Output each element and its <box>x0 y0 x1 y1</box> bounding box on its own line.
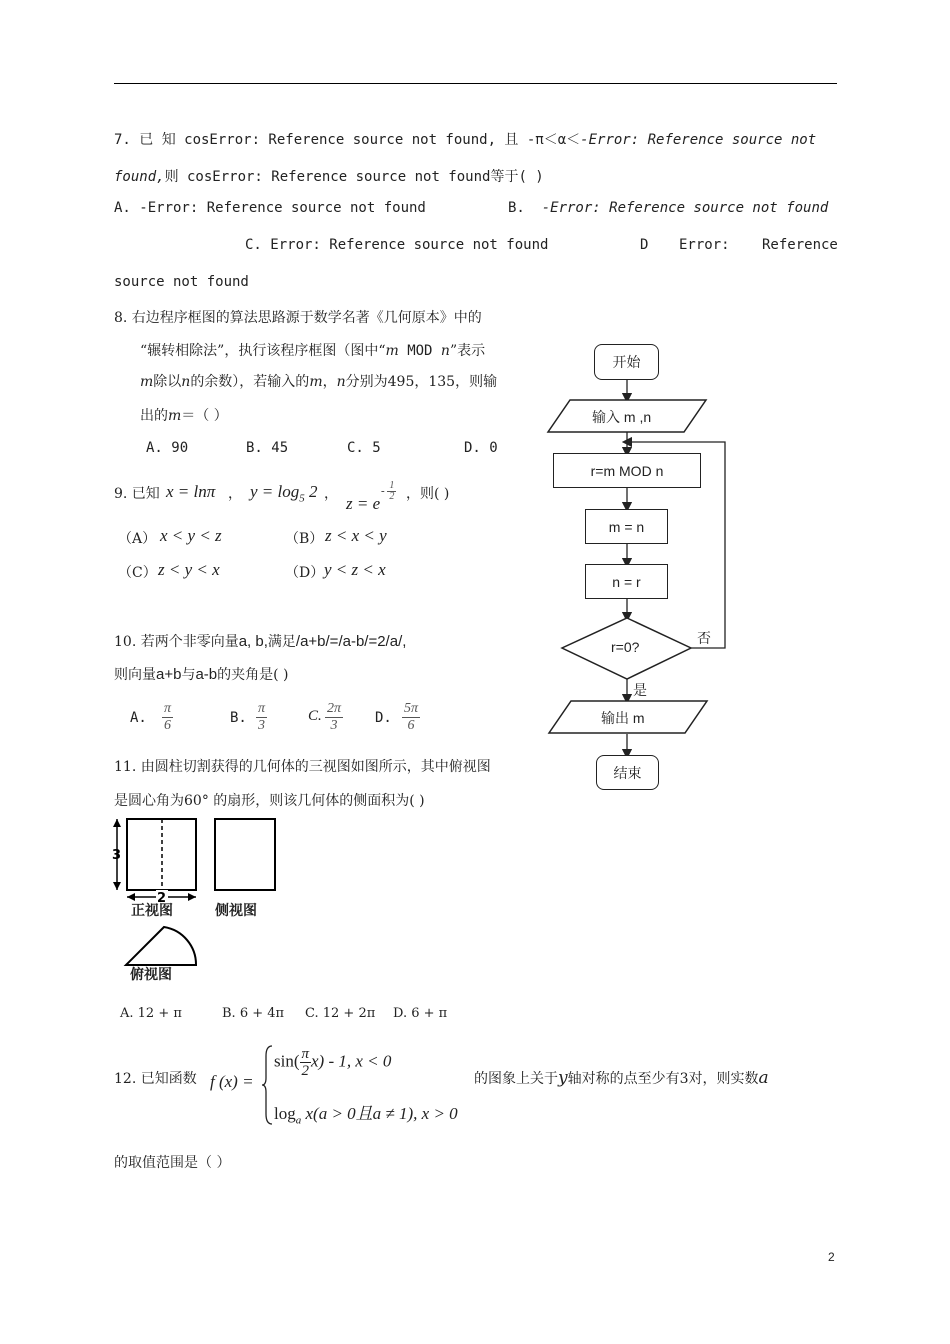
q9-y-tail: 2 <box>304 482 318 501</box>
q8-option-c: C. 5 <box>347 440 381 456</box>
q9-option-a-label: （A） <box>118 531 157 547</box>
q7-option-b <box>508 200 828 216</box>
q12-case2 <box>274 1099 458 1126</box>
q8-line3-text-d: 分别为495，135，则输 <box>345 374 498 390</box>
q8-line1: 8. 右边程序框图的算法思路源于数学名著《几何原本》中的 <box>114 310 482 326</box>
q10-line2 <box>114 664 289 684</box>
q8-var-m: m <box>385 343 399 359</box>
q12-case1-sin: sin( <box>274 1051 300 1071</box>
side-view-label: 侧视图 <box>215 903 257 919</box>
q10-condition: /a+b/=/a-b/=2/a/, <box>295 633 407 650</box>
q8-option-b: B. 45 <box>246 440 289 456</box>
q9-suffix: ，则( ) <box>406 486 450 502</box>
height-arrow-top <box>113 819 121 827</box>
q8-option-a: A. 90 <box>146 440 189 456</box>
q9-z-exponent <box>381 481 396 502</box>
flow-output-label: 输出 m <box>601 710 645 726</box>
q9-z-sign: - <box>381 485 385 498</box>
q12-middle-text-a: 的图象上关于 <box>474 1071 558 1087</box>
q8-line3-var-n2: n <box>336 374 346 390</box>
q9-z-den: 2 <box>389 491 395 502</box>
q8-line2-text: “辗转相除法”，执行该程序框图（图中“ <box>140 343 386 359</box>
q11-option-c: C. 12 + 2π <box>305 1006 376 1021</box>
q8-line4-text: 出的 <box>140 408 168 424</box>
flow-mod-step: r=m MOD n <box>553 453 701 488</box>
q9-y-expr <box>250 482 318 504</box>
q8-line4-tail: ＝（ ） <box>181 408 228 424</box>
q9-z-frac <box>387 481 396 502</box>
q8-line3-text-a: 除以 <box>153 374 182 390</box>
q7-line1-text: 7. 已 知 cosError: Reference source not found, 且 -π＜α＜ <box>114 132 581 148</box>
top-view-sector <box>126 927 196 965</box>
height-arrow-bottom <box>113 882 121 890</box>
header-rule <box>114 83 837 84</box>
q9-y-sub: 5 <box>299 492 305 505</box>
q10-option-b <box>256 701 267 734</box>
q10-option-a-frac <box>162 701 173 734</box>
q12-case1-frac <box>300 1046 312 1079</box>
side-view-rect <box>215 819 275 890</box>
q10-line2-tail: 的夹角是( ) <box>217 667 289 683</box>
flow-assign-n: n = r <box>585 564 668 599</box>
q10-option-d-num: 5π <box>404 701 419 716</box>
q10-option-c <box>325 701 343 734</box>
q10-option-d <box>402 701 420 734</box>
q11-option-b: B. 6 + 4π <box>222 1006 285 1021</box>
q7-line2-italic: found, <box>114 169 165 185</box>
q10-option-a-den: 6 <box>164 718 171 733</box>
q7-line1-italic: -Error: Reference source not <box>580 132 817 148</box>
q7-line2-text: 则 cosError: Reference source not found等于( ) <box>164 169 544 185</box>
q10-line1 <box>114 631 406 651</box>
q11-line1: 11. 由圆柱切割获得的几何体的三视图如图所示，其中俯视图 <box>114 759 491 775</box>
q8-option-d: D. 0 <box>464 440 498 456</box>
q10-option-b-den: 3 <box>258 718 265 733</box>
q10-option-c-label: C. <box>308 708 322 724</box>
q8-var-n: n <box>440 343 450 359</box>
flow-decision-label: r=0? <box>611 639 640 655</box>
q9-x-expr: x = lnπ <box>166 482 216 501</box>
q7-line2 <box>114 166 544 186</box>
page-number: 2 <box>828 1250 835 1264</box>
width-label: 2 <box>157 891 167 906</box>
q10-option-d-frac <box>402 701 420 734</box>
q8-line3-var-m: m <box>140 374 154 390</box>
flow-no-label: 否 <box>697 631 711 647</box>
q11-option-d: D. 6 + π <box>393 1006 448 1021</box>
q9-z-num: 1 <box>389 480 395 491</box>
q12-case1-den: 2 <box>301 1063 309 1079</box>
q12-case2-tail: x(a > 0且a ≠ 1), x > 0 <box>301 1104 458 1123</box>
q7-option-d-text1: Error: <box>679 237 730 253</box>
flow-input-label: 输入 m ,n <box>592 409 652 425</box>
q8-line3-text-c: ， <box>322 374 337 390</box>
width-arrow-right <box>188 893 196 901</box>
q9-option-c-label: （C） <box>118 565 157 581</box>
q10-vectors: a, b, <box>238 633 268 650</box>
q8-line3-text-b: 的余数），若输入的 <box>190 374 310 390</box>
q9-sep2: ， <box>324 486 338 502</box>
q9-option-a: x < y < z <box>160 526 222 545</box>
q12-prefix: 12. 已知函数 <box>114 1071 197 1087</box>
q10-option-c-den: 3 <box>330 718 338 733</box>
q9-sep1: ， <box>228 486 242 502</box>
q7-option-c: C. Error: Reference source not found <box>245 237 549 253</box>
q12-brace <box>262 1044 274 1126</box>
q10-vec-sum: a+b <box>156 666 182 683</box>
q7-option-b-text: -Error: Reference source not found <box>541 200 829 216</box>
q10-option-a-label: A. <box>130 710 147 726</box>
q12-case2-sub: a <box>295 1114 302 1127</box>
q7-option-d-text2: Reference <box>762 237 838 253</box>
front-view-label: 正视图 <box>131 903 173 919</box>
q8-line3 <box>140 371 497 391</box>
q7-line1 <box>114 129 816 149</box>
q8-line3-var-m2: m <box>309 374 323 390</box>
top-view-label: 俯视图 <box>130 967 172 983</box>
q9-option-b: z < x < y <box>325 526 387 545</box>
q12-middle <box>474 1068 769 1088</box>
q12-case1-num: π <box>301 1046 310 1062</box>
q11-line2: 是圆心角为60° 的扇形，则该几何体的侧面积为( ) <box>114 793 425 809</box>
q12-middle-y: y <box>558 1068 568 1088</box>
q10-option-b-frac <box>256 701 267 734</box>
q12-line2: 的取值范围是（ ） <box>114 1155 231 1171</box>
flow-end: 结束 <box>596 755 659 790</box>
q12-case1 <box>274 1046 391 1079</box>
q12-case2-log: log <box>274 1104 296 1123</box>
q7-option-d-label: D <box>640 237 649 253</box>
flow-start: 开始 <box>594 344 659 380</box>
q8-line4 <box>140 405 228 425</box>
q7-option-b-label: B. <box>508 200 525 216</box>
q12-case1-tail: x) - 1, x < 0 <box>311 1051 392 1071</box>
q8-line4-var-m: m <box>168 408 182 424</box>
q12-middle-text-b: 轴对称的点至少有3对，则实数 <box>567 1071 759 1087</box>
q12-middle-a: a <box>758 1068 769 1088</box>
q9-option-d: y < z < x <box>324 560 386 579</box>
q9-option-c: z < y < x <box>158 560 220 579</box>
q10-option-d-label: D. <box>375 710 392 726</box>
q10-option-a-num: π <box>164 701 172 716</box>
q10-option-c-frac <box>325 701 343 734</box>
q9-option-d-label: （D） <box>285 565 325 581</box>
flow-yes-label: 是 <box>633 683 647 699</box>
q9-y-log: y = log <box>250 482 300 501</box>
q10-line2-text: 则向量 <box>114 667 156 683</box>
q10-option-a <box>162 701 173 734</box>
height-label: 3 <box>112 848 122 863</box>
q7-option-d-text3: source not found <box>114 274 249 290</box>
q10-satisfy: 满足 <box>267 634 296 650</box>
q10-option-d-den: 6 <box>407 718 415 733</box>
q9-option-b-label: （B） <box>285 531 324 547</box>
q10-option-b-label: B. <box>230 710 247 726</box>
q10-and: 与 <box>181 667 196 683</box>
q7-option-a: A. -Error: Reference source not found <box>114 200 426 216</box>
q9-prefix: 9. 已知 <box>114 486 160 502</box>
q10-vec-diff: a-b <box>195 666 218 683</box>
q8-line2-tail: ”表示 <box>449 343 486 359</box>
q10-option-b-num: π <box>258 701 266 716</box>
q12-fx: f (x) = <box>210 1072 254 1091</box>
q8-line3-var-n: n <box>181 374 191 390</box>
q10-line1-text: 10. 若两个非零向量 <box>114 634 239 650</box>
flow-assign-m: m = n <box>585 509 668 544</box>
q11-option-a: A. 12 + π <box>120 1006 182 1021</box>
q8-mod: MOD <box>398 343 441 359</box>
q10-option-c-num: 2π <box>327 701 342 716</box>
q9-z-expr: z = e <box>346 494 381 513</box>
q8-line2 <box>140 340 485 360</box>
